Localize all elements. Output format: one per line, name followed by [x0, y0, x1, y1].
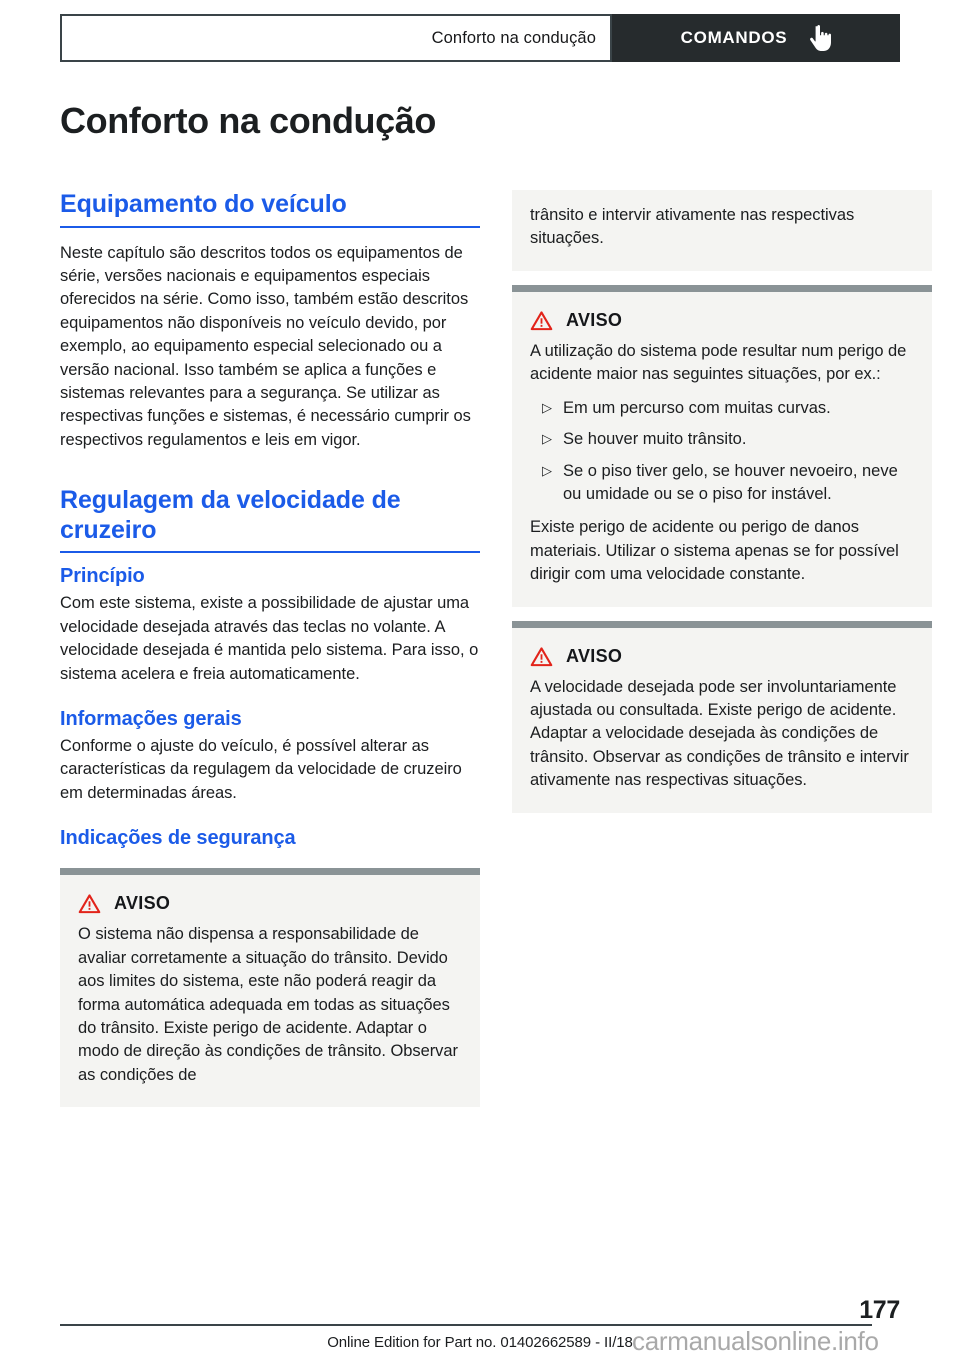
warning-label: AVISO [114, 893, 171, 914]
warning-label: AVISO [566, 309, 623, 330]
warning-header [530, 646, 914, 667]
breadcrumb-tab[interactable] [60, 14, 612, 62]
warning-text-right-2: A velocidade desejada pode ser involuntariamente ajustada ou consultada. Existe perigo de acidente. Adaptar a velocidade desejada às condições de trânsito. Observar as condições de trânsito e intervir ativamente nas respectivas situações. [530, 677, 909, 790]
section-heading-regulagem: Regulagem da velocidade de cruzeiro [60, 486, 480, 553]
warning-box-right-1 [512, 285, 932, 607]
subheading-indicacoes-seguranca: Indicações de segurança [60, 827, 296, 850]
paragraph-principio: Com este sistema, existe a possibilidade de ajustar uma velocidade desejada através das teclas no volante. A velocidade desejada é mantida pelo sistema. Para isso, o sistema acelera e freia automaticamente. [60, 594, 479, 683]
spacer [60, 854, 480, 868]
page-title: Conforto na condução [60, 100, 436, 141]
breadcrumb-label: Conforto na condução [431, 28, 596, 47]
warning-text-continued: trânsito e intervir ativamente nas respectivas situações. [530, 206, 855, 248]
warning-text-left: O sistema não dispensa a responsabilidade de avaliar corretamente a situação do trânsito. Devido aos limites do sistema, este não poderá reagir da forma automática adequada em todas as situações do trânsito. Existe perigo de acidente. Adaptar o modo de direção às condições de trânsito. Observar as condições de [78, 925, 458, 1084]
pointing-hand-icon [809, 25, 831, 51]
subheading-principio: Princípio [60, 565, 145, 588]
warning-triangle-icon [530, 646, 553, 667]
list-item [530, 397, 914, 420]
spacer [60, 452, 480, 486]
warning-outro-right-1: Existe perigo de acidente ou perigo de danos materiais. Utilizar o sistema apenas se for possível dirigir com uma velocidade constante. [530, 518, 899, 584]
footer-edition-text: Online Edition for Part no. 01402662589 - II/18 [327, 1334, 633, 1351]
triangle-bullet-icon: ▷ [542, 431, 552, 447]
warning-box-right-2 [512, 621, 932, 813]
warning-triangle-icon [78, 893, 101, 914]
warning-header [530, 310, 914, 331]
triangle-bullet-icon: ▷ [542, 462, 552, 478]
page-number: 177 [859, 1296, 900, 1324]
spacer [512, 607, 932, 621]
list-item-label: Se houver muito trânsito. [563, 430, 747, 449]
warning-intro-right-1: A utilização do sistema pode resultar num perigo de acidente maior nas seguintes situações, por ex.: [530, 341, 907, 384]
list-item [530, 428, 914, 451]
chapter-tab-label: COMANDOS [680, 28, 788, 47]
list-item-label: Em um percurso com muitas curvas. [563, 398, 831, 417]
left-column [60, 190, 480, 1107]
warning-label: AVISO [566, 645, 623, 666]
right-column [512, 190, 932, 813]
warning-header [78, 893, 462, 914]
spacer [512, 271, 932, 285]
spacer [60, 686, 480, 708]
warning-triangle-icon [530, 310, 553, 331]
site-watermark: carmanualsonline.info [632, 1326, 879, 1356]
warning-box-continuation [512, 190, 932, 271]
list-item-label: Se o piso tiver gelo, se houver nevoeiro, neve ou umidade ou se o piso for instável. [563, 461, 898, 503]
page-header [60, 14, 900, 62]
subheading-informacoes-gerais: Informações gerais [60, 707, 242, 730]
list-item [530, 460, 914, 507]
spacer [60, 805, 480, 827]
section-heading-equipamento: Equipamento do veículo [60, 190, 480, 228]
warning-bullet-list [530, 397, 914, 507]
paragraph-informacoes-gerais: Conforme o ajuste do veículo, é possível alterar as características da regulagem da velocidade de cruzeiro em determinadas áreas. [60, 736, 462, 802]
paragraph-equipamento: Neste capítulo são descritos todos os equipamentos de série, versões nacionais e equipamentos especiais oferecidos na série. Como isso, também estão descritos equipamentos não disponíveis no veículo devido, por exemplo, ao equipamento especial selecionado ou a versão nacional. Isso também se aplica a funções e sistemas relevantes para a segurança. Se utilizar as respectivas funções e sistemas, é necessário cumprir os respectivos regulamentos e leis em vigor. [60, 243, 471, 449]
chapter-tab[interactable] [612, 14, 900, 62]
warning-box-left [60, 868, 480, 1107]
triangle-bullet-icon: ▷ [542, 399, 552, 415]
